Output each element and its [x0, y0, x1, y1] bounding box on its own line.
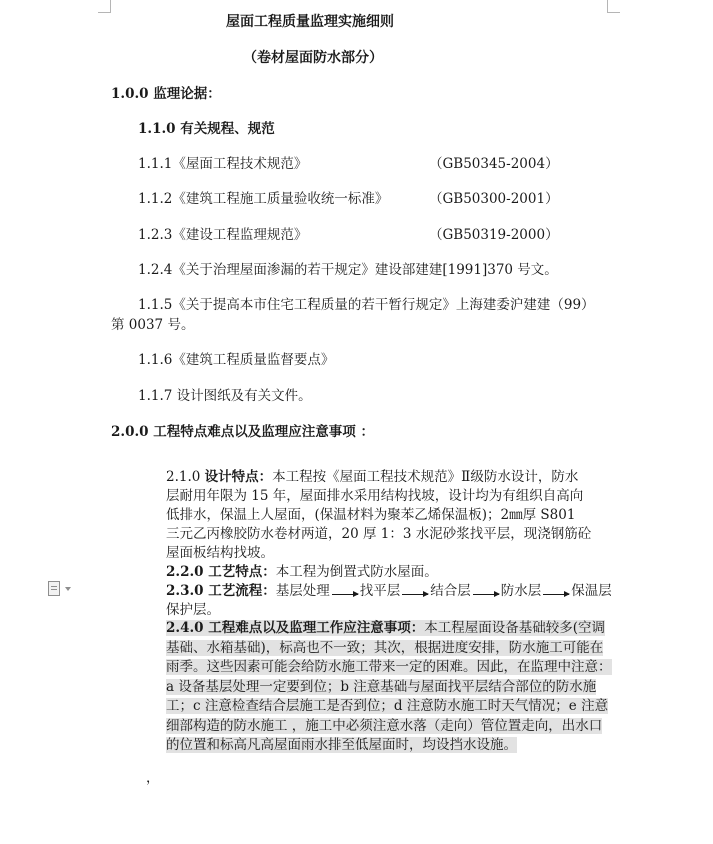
ref-1-1-5-line1: 1.1.5《关于提高本市住宅工程质量的若干暂行规定》上海建委沪建建（99） [138, 297, 595, 313]
para-2-1-0-label: 设计特点： [204, 469, 273, 485]
ref-1-2-3: 1.2.3《建设工程监理规范》 [138, 227, 308, 243]
ref-1-1-5-line2: 第 0037 号。 [111, 317, 195, 333]
para-2-1-0-line4: 三元乙丙橡胶防水卷材两道，20 厚 1：3 水泥砂浆找平层，现浇钢筋砼 [166, 526, 592, 542]
heading-1-1-0: 1.1.0 有关规程、规范 [138, 121, 275, 137]
para-2-1-0-line3: 低排水，保温上人屋面，(保温材料为聚苯乙烯保温板)；2㎜厚 S801 [166, 507, 576, 523]
para-2-1-0-line2: 层耐用年限为 15 年，屋面排水采用结构找坡，设计均为有组织自高向 [166, 488, 584, 504]
ref-1-1-2-code: （GB50300-2001） [429, 191, 559, 207]
heading-1-0-0: 1.0.0 监理论据： [111, 86, 221, 102]
para-2-2-0-text: 本工程为倒置式防水屋面。 [275, 564, 438, 580]
ref-1-1-1-code: （GB50345-2004） [429, 156, 559, 172]
flow-step-3: 结合层 [430, 583, 471, 599]
flow-step-5: 保温层 [571, 583, 612, 599]
flow-arrow-icon [473, 594, 499, 595]
ref-1-1-7: 1.1.7 设计图纸及有关文件。 [138, 388, 312, 404]
para-2-4-0-label: 2.4.0 工程难点以及监理工作应注意事项： [166, 620, 425, 636]
para-2-3-0-flow [166, 582, 612, 600]
flow-step-2: 找平层 [359, 583, 401, 599]
page-corner-mark-left [98, 0, 111, 13]
para-2-1-0-line1 [166, 468, 578, 486]
heading-2-0-0: 2.0.0 工程特点难点以及监理应注意事项 ： [111, 424, 374, 440]
document-icon [48, 581, 60, 596]
ref-1-1-6: 1.1.6《建筑工程质量监督要点》 [138, 352, 335, 368]
para-2-4-0[interactable] [166, 619, 612, 756]
para-2-2-0-label: 2.2.0 工艺特点： [166, 564, 276, 580]
doc-title: 屋面工程质量监理实施细则 [226, 14, 394, 30]
flow-step-1: 基层处理 [275, 583, 330, 599]
paragraph-menu-button[interactable] [48, 581, 78, 597]
page-corner-mark-right [607, 0, 620, 13]
flow-step-4: 防水层 [500, 583, 542, 599]
flow-arrow-icon [543, 594, 569, 595]
ref-1-1-2: 1.1.2《建筑工程施工质量验收统一标准》 [138, 191, 389, 207]
para-2-4-0-text: 本工程屋面设备基础较多(空调基础、水箱基础)，标高也不一致；其次，根据进度安排，防水施工可能在雨季。这些因素可能会给防水施工带来一定的困难。因此，在监理中注意：a 设备基层处理一定要到位；b 注意基础与屋面找平层结合部位的防水施工；c 注意检查结合层施工是否到位；d 注意防水施工时天气情况；e 注意细部构造的防水施工 ，施工中必须注意水落（走向）管位置走向，出水口的位置和标高凡高屋面雨水排至低屋面时，均设挡水设施。 [166, 620, 612, 753]
flow-arrow-icon [402, 594, 428, 595]
para-2-3-0-label: 2.3.0 工艺流程： [166, 583, 276, 599]
trailing-mark: ， [146, 770, 160, 786]
ref-1-2-3-code: （GB50319-2000） [429, 227, 559, 243]
chevron-down-icon [65, 587, 71, 591]
ref-1-2-4: 1.2.4《关于治理屋面渗漏的若干规定》建设部建建[1991]370 号文。 [138, 262, 558, 278]
para-2-1-0-prefix: 2.1.0 [166, 469, 205, 485]
para-2-3-0-line2: 保护层。 [166, 602, 220, 618]
ref-1-1-1: 1.1.1《屋面工程技术规范》 [138, 156, 308, 172]
para-2-2-0 [166, 563, 438, 581]
flow-arrow-icon [332, 594, 358, 595]
para-2-1-0-line5: 屋面板结构找坡。 [166, 545, 274, 561]
para-2-1-0-text-1: 本工程按《屋面工程技术规范》Ⅱ级防水设计，防水 [272, 469, 579, 485]
doc-subtitle: （卷材屋面防水部分） [243, 50, 383, 66]
